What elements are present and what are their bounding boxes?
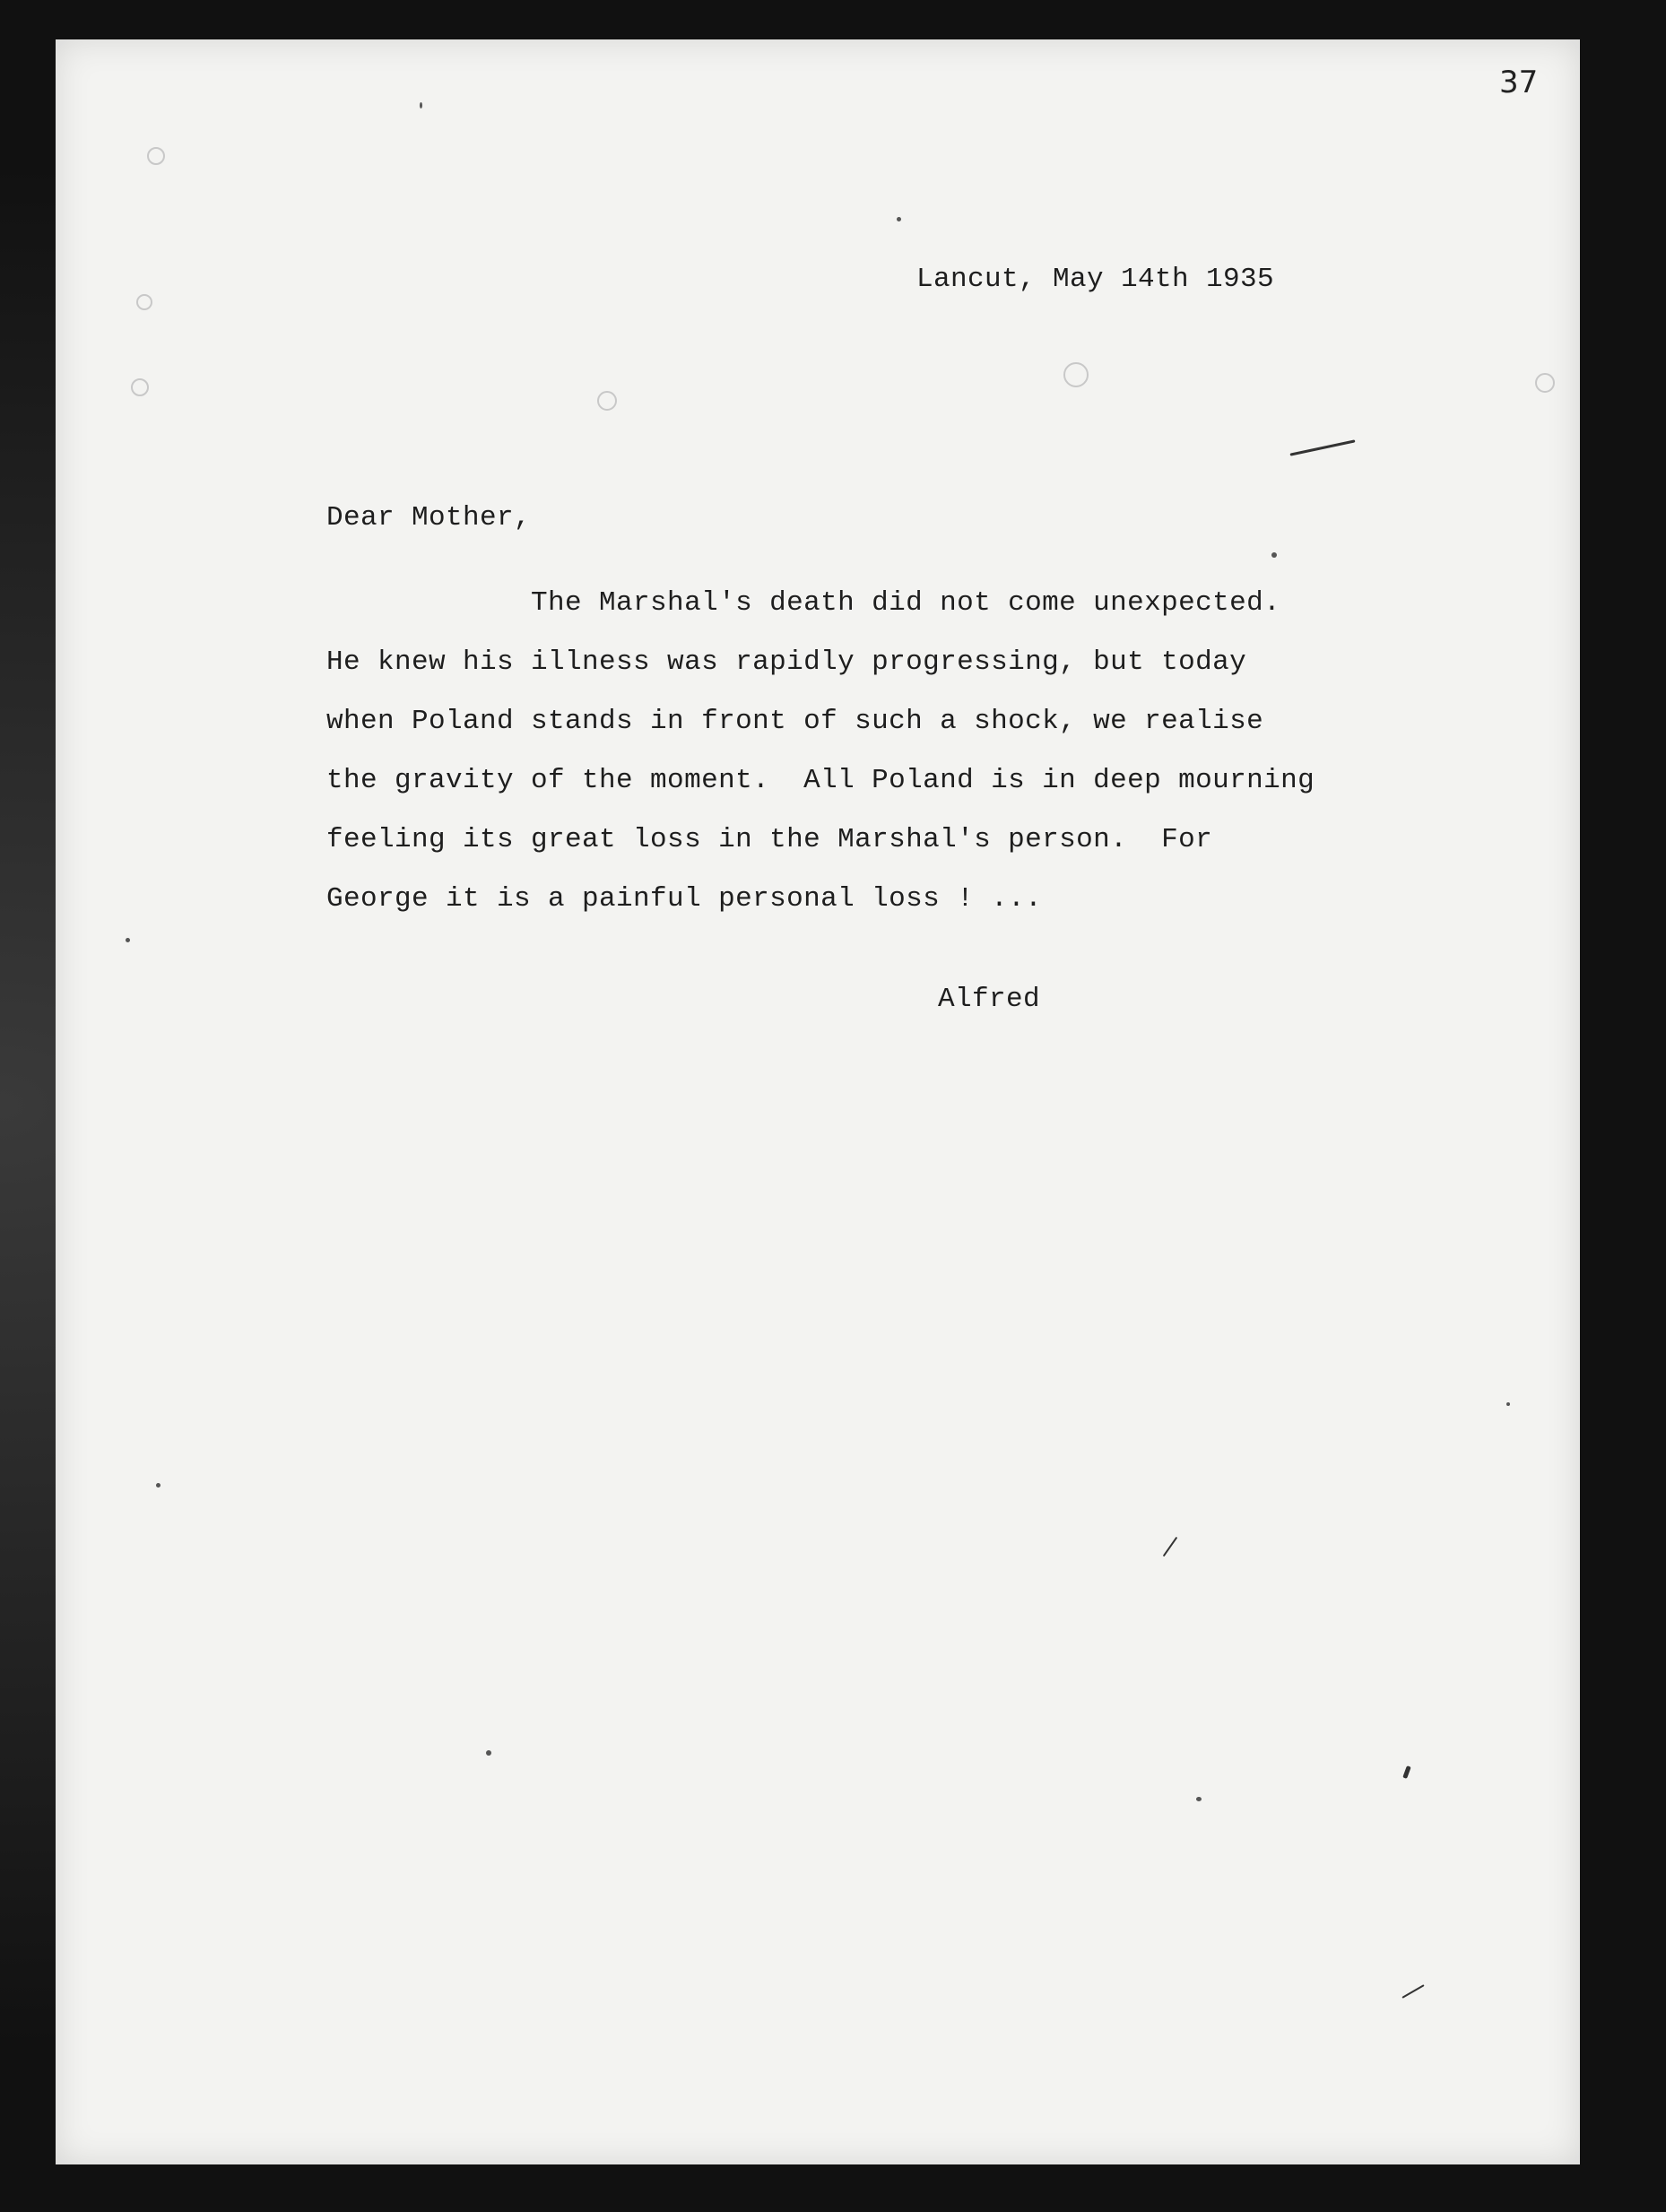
dust-speck xyxy=(486,1750,491,1756)
letter-body xyxy=(326,574,1315,929)
dust-ring xyxy=(1535,373,1555,393)
salutation: Dear Mother, xyxy=(326,502,532,533)
signature: Alfred xyxy=(938,984,1041,1015)
body-line: the gravity of the moment. All Poland is in deep mourning xyxy=(326,765,1315,796)
body-line: George it is a painful personal loss ! ... xyxy=(326,883,1043,915)
dust-ring xyxy=(136,294,152,310)
dust-speck xyxy=(420,102,422,108)
dust-speck xyxy=(156,1483,161,1488)
scratch-mark xyxy=(1163,1537,1178,1557)
letter-page xyxy=(56,39,1580,2164)
scratch-mark xyxy=(1289,439,1355,455)
dust-ring xyxy=(131,378,149,396)
scratch-mark xyxy=(1402,1765,1410,1779)
body-line: when Poland stands in front of such a shock, we realise xyxy=(326,706,1264,737)
dust-speck xyxy=(1506,1402,1510,1406)
page-number: 37 xyxy=(1499,65,1539,100)
letter-date: Lancut, May 14th 1935 xyxy=(916,264,1275,295)
dust-speck xyxy=(1196,1797,1202,1801)
dust-speck xyxy=(897,217,901,221)
scratch-mark xyxy=(1401,1984,1424,1999)
body-line: He knew his illness was rapidly progressing, but today xyxy=(326,646,1247,678)
body-line: feeling its great loss in the Marshal's person. For xyxy=(326,824,1213,855)
body-line: The Marshal's death did not come unexpected. xyxy=(326,587,1281,619)
dust-ring xyxy=(597,391,617,411)
dust-speck xyxy=(1271,552,1277,558)
dust-speck xyxy=(126,938,130,942)
dust-ring xyxy=(147,147,165,165)
dust-ring xyxy=(1063,362,1089,387)
